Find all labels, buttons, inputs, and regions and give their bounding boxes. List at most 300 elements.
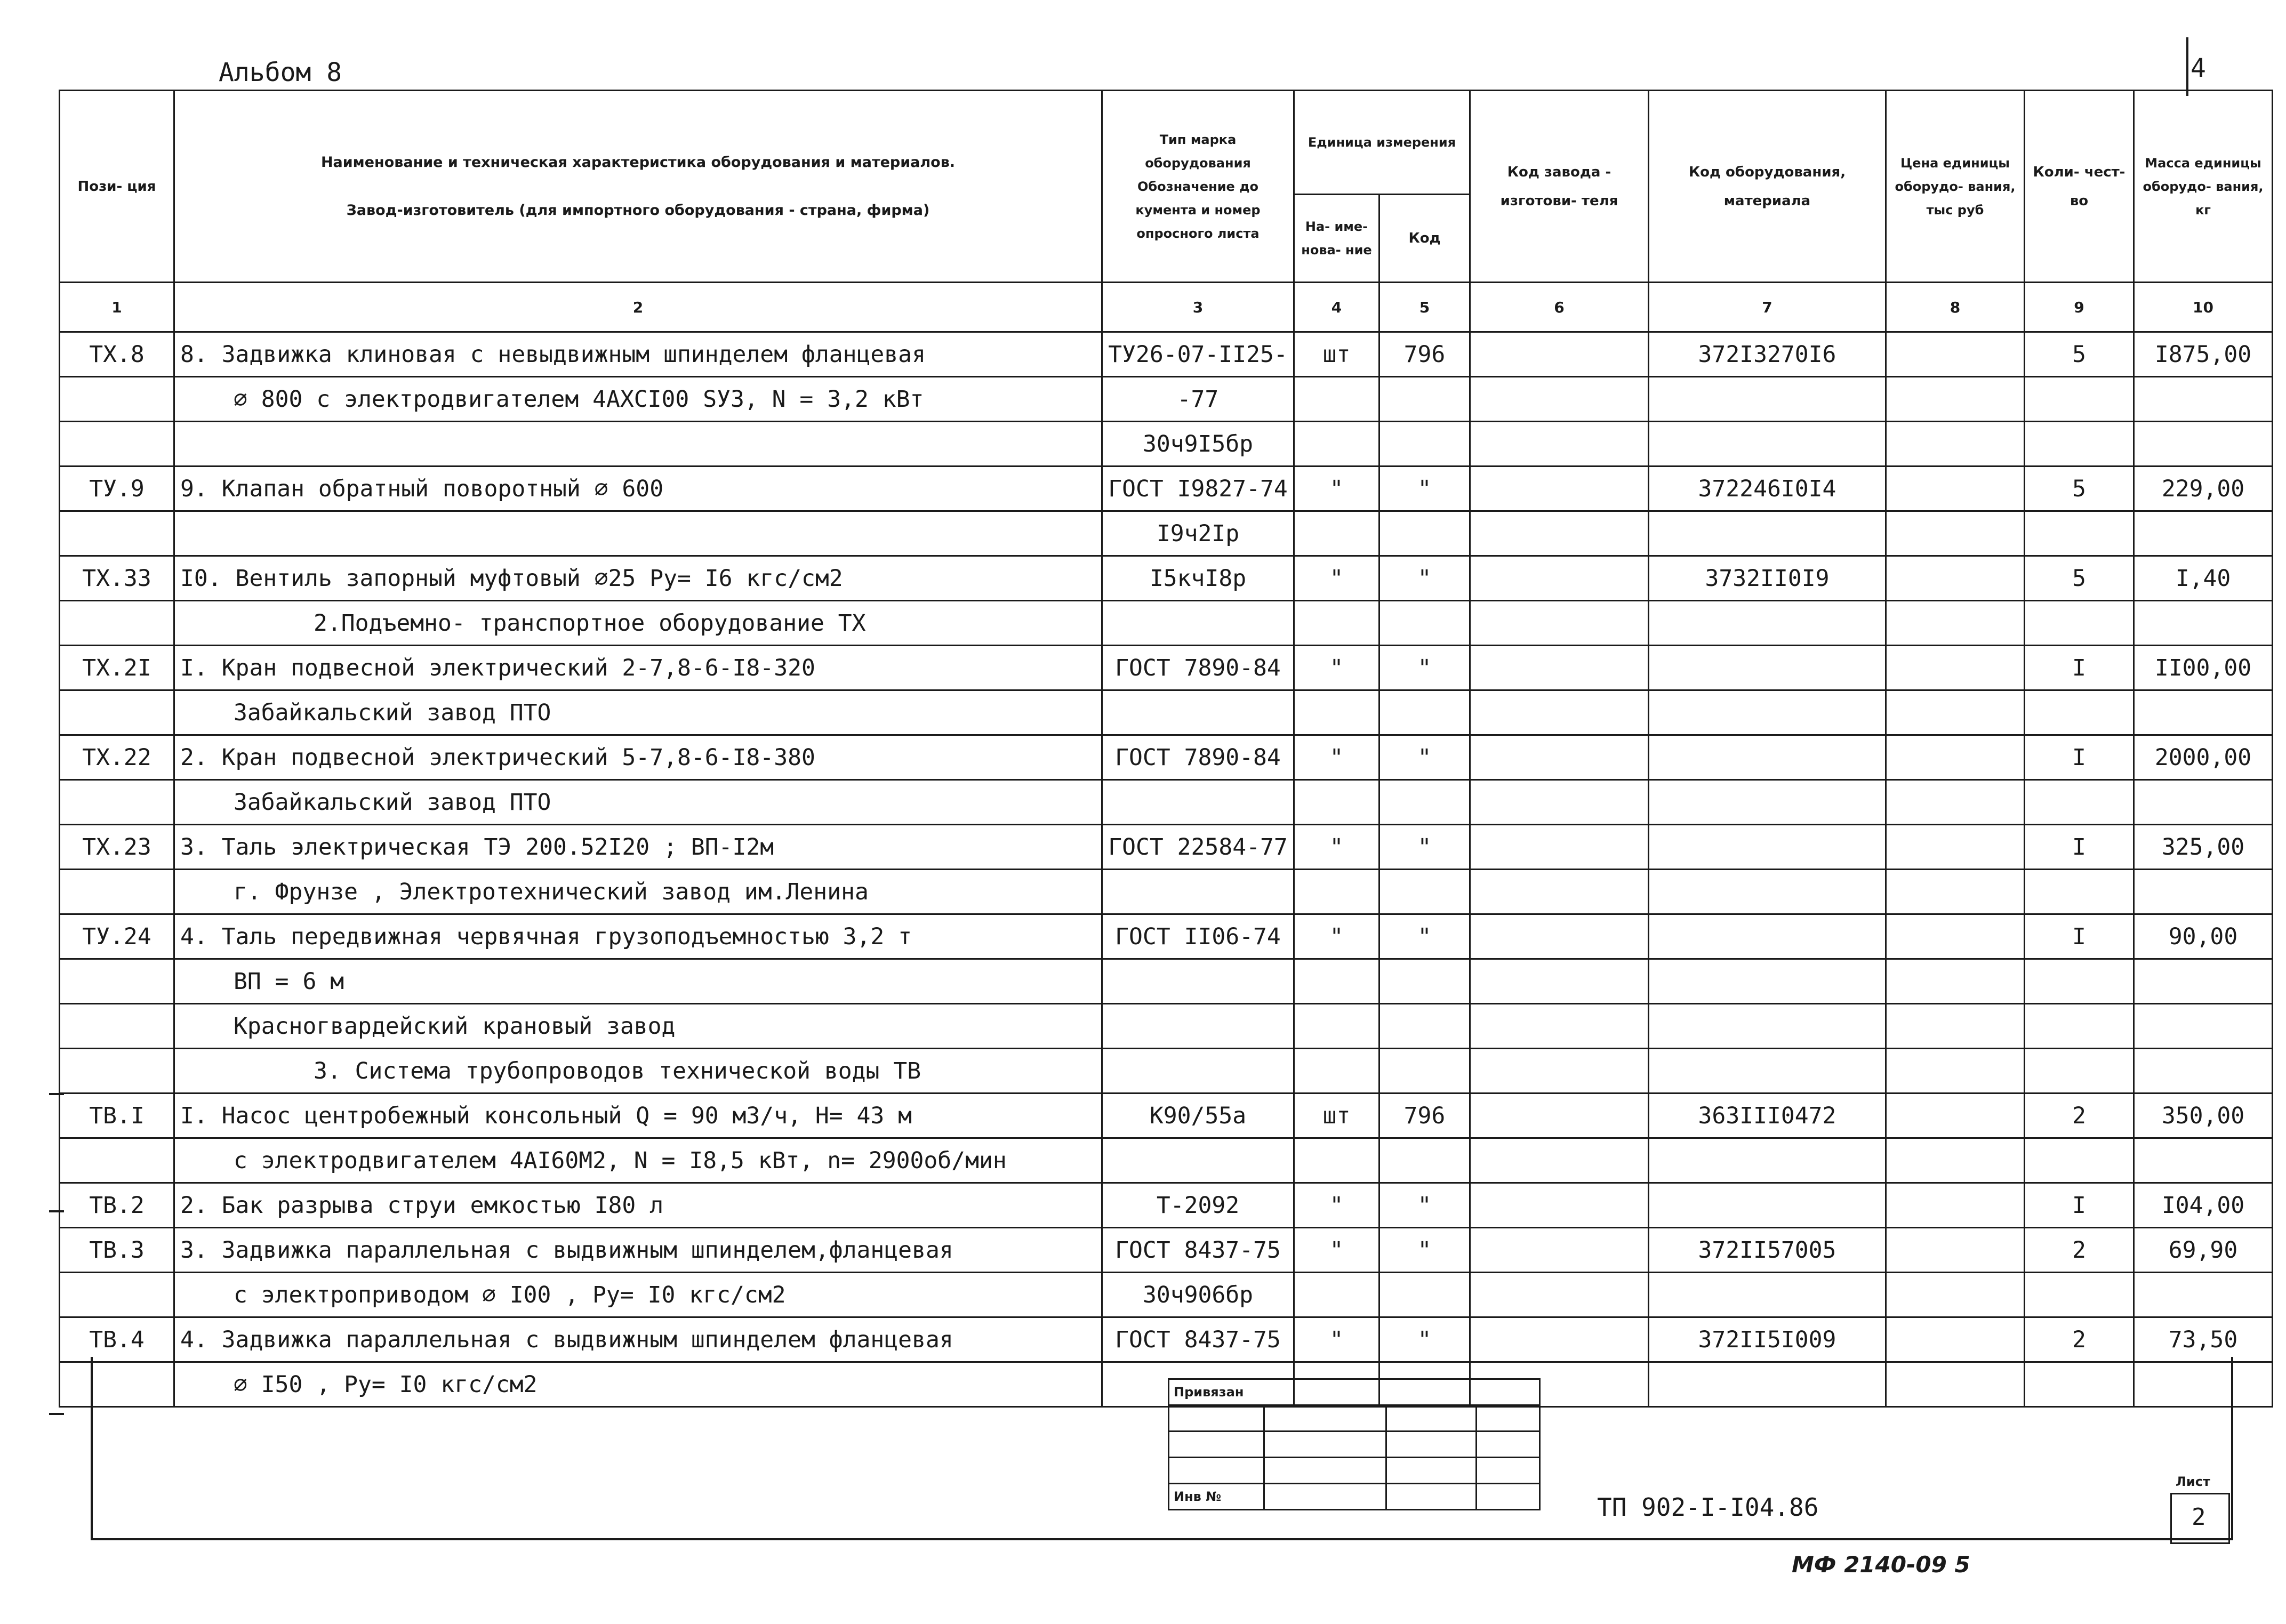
- row-position: [60, 1004, 174, 1049]
- row-name: с электродвигателем 4АI60М2, N = I8,5 кВт, n= 2900об/мин: [174, 1138, 1102, 1183]
- row-position: [60, 690, 174, 735]
- column-numbers-row: [60, 283, 2273, 332]
- row-type: [1102, 1138, 1294, 1183]
- row-position: ТВ.4: [60, 1317, 174, 1362]
- row-mass: I,40: [2134, 556, 2273, 601]
- row-unit-code: ": [1379, 1228, 1470, 1273]
- row-position: [60, 1273, 174, 1317]
- row-name: ⌀ 800 с электродвигателем 4АХСI00 SУЗ, N = 3,2 кВт: [174, 377, 1102, 422]
- row-quantity: [2025, 601, 2134, 646]
- table-row: [60, 825, 2273, 870]
- row-name: I. Кран подвесной электрический 2-7,8-6-I8-320: [174, 646, 1102, 690]
- table-row: [60, 332, 2273, 377]
- row-maker-code: [1470, 1049, 1649, 1094]
- row-price: [1886, 1094, 2025, 1138]
- stamp-cell: [1264, 1458, 1386, 1484]
- row-unit-code: [1379, 601, 1470, 646]
- row-type: ГОСТ 7890-84: [1102, 646, 1294, 690]
- header-unit-code: Код: [1379, 195, 1470, 283]
- row-name: Красногвардейский крановый завод: [174, 1004, 1102, 1049]
- row-unit: ": [1294, 467, 1379, 511]
- row-mass: [2134, 870, 2273, 914]
- row-type: [1102, 690, 1294, 735]
- row-equipment-code: [1649, 1004, 1886, 1049]
- document-code: ТП 902-I-I04.86: [1597, 1493, 1819, 1522]
- sheet-number: 2: [2192, 1504, 2206, 1531]
- row-equipment-code: [1649, 870, 1886, 914]
- row-position: [60, 511, 174, 556]
- table-row: [60, 1273, 2273, 1317]
- table-row: [60, 467, 2273, 511]
- row-name: 3. Задвижка параллельная с выдвижным шпинделем,фланцевая: [174, 1228, 1102, 1273]
- row-quantity: I: [2025, 914, 2134, 959]
- row-unit-code: ": [1379, 1183, 1470, 1228]
- row-unit: ": [1294, 825, 1379, 870]
- row-quantity: [2025, 1138, 2134, 1183]
- row-mass: 2000,00: [2134, 735, 2273, 780]
- row-mass: [2134, 1273, 2273, 1317]
- row-maker-code: [1470, 870, 1649, 914]
- row-quantity: I: [2025, 825, 2134, 870]
- row-unit: [1294, 511, 1379, 556]
- header-name-line2: Завод-изготовитель (для импортного оборудования - страна, фирма): [346, 202, 930, 219]
- row-maker-code: [1470, 1273, 1649, 1317]
- stamp-cell: [1477, 1432, 1540, 1458]
- row-mass: II00,00: [2134, 646, 2273, 690]
- row-mass: I875,00: [2134, 332, 2273, 377]
- row-name: 8. Задвижка клиновая с невыдвижным шпинделем фланцевая: [174, 332, 1102, 377]
- row-equipment-code: [1649, 825, 1886, 870]
- stamp-cell: [1264, 1484, 1386, 1510]
- row-position: ТВ.I: [60, 1094, 174, 1138]
- row-unit: [1294, 959, 1379, 1004]
- row-unit: ": [1294, 914, 1379, 959]
- row-quantity: I: [2025, 1183, 2134, 1228]
- row-type: [1102, 780, 1294, 825]
- row-maker-code: [1470, 422, 1649, 467]
- row-maker-code: [1470, 825, 1649, 870]
- row-type: [1102, 870, 1294, 914]
- row-unit-code: [1379, 1138, 1470, 1183]
- row-position: ТХ.23: [60, 825, 174, 870]
- row-quantity: 5: [2025, 332, 2134, 377]
- row-name: 2.Подъемно- транспортное оборудование ТХ: [174, 601, 1102, 646]
- row-mass: 350,00: [2134, 1094, 2273, 1138]
- row-price: [1886, 1138, 2025, 1183]
- row-name: [174, 422, 1102, 467]
- row-price: [1886, 646, 2025, 690]
- row-position: [60, 870, 174, 914]
- row-name: I0. Вентиль запорный муфтовый ⌀25 Ру= I6 кгс/см2: [174, 556, 1102, 601]
- row-maker-code: [1470, 1004, 1649, 1049]
- row-maker-code: [1470, 1094, 1649, 1138]
- row-type: К90/55а: [1102, 1094, 1294, 1138]
- row-equipment-code: [1649, 601, 1886, 646]
- stamp-cell: [1477, 1405, 1540, 1432]
- row-mass: 69,90: [2134, 1228, 2273, 1273]
- binding-stamp: [1168, 1378, 1541, 1510]
- row-position: ТХ.33: [60, 556, 174, 601]
- table-row: [60, 422, 2273, 467]
- row-name: 9. Клапан обратный поворотный ⌀ 600: [174, 467, 1102, 511]
- row-maker-code: [1470, 646, 1649, 690]
- row-name: 4. Задвижка параллельная с выдвижным шпинделем фланцевая: [174, 1317, 1102, 1362]
- table-row: [60, 646, 2273, 690]
- row-maker-code: [1470, 511, 1649, 556]
- row-equipment-code: [1649, 1138, 1886, 1183]
- table-row: [60, 377, 2273, 422]
- row-maker-code: [1470, 1317, 1649, 1362]
- row-unit: ": [1294, 646, 1379, 690]
- row-equipment-code: 372II5I009: [1649, 1317, 1886, 1362]
- column-number: 2: [174, 283, 1102, 332]
- row-unit-code: [1379, 780, 1470, 825]
- stamp-inv-label: Инв №: [1169, 1484, 1264, 1510]
- row-maker-code: [1470, 556, 1649, 601]
- stamp-cell: [1386, 1484, 1477, 1510]
- row-type: I9ч2Iр: [1102, 511, 1294, 556]
- row-position: [60, 422, 174, 467]
- row-unit: шт: [1294, 332, 1379, 377]
- row-position: [60, 1049, 174, 1094]
- row-unit-code: ": [1379, 467, 1470, 511]
- row-maker-code: [1470, 1183, 1649, 1228]
- row-unit: [1294, 601, 1379, 646]
- header-quantity: Коли- чест- во: [2025, 91, 2134, 283]
- row-quantity: [2025, 511, 2134, 556]
- row-unit: [1294, 1049, 1379, 1094]
- album-label: Альбом 8: [219, 58, 342, 87]
- row-maker-code: [1470, 601, 1649, 646]
- row-maker-code: [1470, 332, 1649, 377]
- row-unit: [1294, 422, 1379, 467]
- row-quantity: 5: [2025, 467, 2134, 511]
- row-equipment-code: [1649, 690, 1886, 735]
- row-equipment-code: [1649, 1049, 1886, 1094]
- row-equipment-code: [1649, 1183, 1886, 1228]
- row-price: [1886, 601, 2025, 646]
- footer-code: МФ 2140-09 5: [1792, 1551, 1970, 1578]
- row-equipment-code: [1649, 646, 1886, 690]
- row-unit-code: [1379, 1049, 1470, 1094]
- row-unit-code: [1379, 870, 1470, 914]
- row-type: [1102, 1049, 1294, 1094]
- row-price: [1886, 467, 2025, 511]
- row-maker-code: [1470, 959, 1649, 1004]
- table-row: [60, 690, 2273, 735]
- row-maker-code: [1470, 780, 1649, 825]
- row-quantity: 2: [2025, 1094, 2134, 1138]
- row-type: ТУ26-07-II25-: [1102, 332, 1294, 377]
- stamp-cell: [1386, 1405, 1477, 1432]
- header-name-line1: Наименование и техническая характеристика оборудования и материалов.: [320, 154, 956, 171]
- row-name: [174, 511, 1102, 556]
- row-equipment-code: [1649, 959, 1886, 1004]
- row-position: ТВ.3: [60, 1228, 174, 1273]
- row-mass: I04,00: [2134, 1183, 2273, 1228]
- row-mass: [2134, 690, 2273, 735]
- header-equip-code: Код оборудования, материала: [1649, 91, 1886, 283]
- table-row: [60, 1228, 2273, 1273]
- row-type: ГОСТ 8437-75: [1102, 1317, 1294, 1362]
- row-price: [1886, 377, 2025, 422]
- table-row: [60, 1183, 2273, 1228]
- row-price: [1886, 1273, 2025, 1317]
- row-mass: [2134, 601, 2273, 646]
- table-row: [60, 914, 2273, 959]
- row-equipment-code: [1649, 780, 1886, 825]
- row-price: [1886, 1183, 2025, 1228]
- row-name: с электроприводом ⌀ I00 , Ру= I0 кгс/см2: [174, 1273, 1102, 1317]
- row-maker-code: [1470, 467, 1649, 511]
- row-equipment-code: [1649, 1273, 1886, 1317]
- row-mass: [2134, 1049, 2273, 1094]
- row-price: [1886, 511, 2025, 556]
- row-position: ТХ.22: [60, 735, 174, 780]
- row-unit-code: [1379, 377, 1470, 422]
- row-equipment-code: [1649, 511, 1886, 556]
- row-price: [1886, 1228, 2025, 1273]
- row-unit-code: ": [1379, 914, 1470, 959]
- row-maker-code: [1470, 1138, 1649, 1183]
- row-price: [1886, 422, 2025, 467]
- row-type: I5кчI8р: [1102, 556, 1294, 601]
- row-type: ГОСТ 8437-75: [1102, 1228, 1294, 1273]
- column-number: 9: [2025, 283, 2134, 332]
- row-unit: [1294, 377, 1379, 422]
- row-position: [60, 959, 174, 1004]
- row-unit-code: ": [1379, 556, 1470, 601]
- margin-tick: [49, 1210, 64, 1212]
- stamp-cell: [1477, 1484, 1540, 1510]
- row-maker-code: [1470, 735, 1649, 780]
- row-name: 2. Бак разрыва струи емкостью I80 л: [174, 1183, 1102, 1228]
- row-unit-code: 796: [1379, 1094, 1470, 1138]
- row-price: [1886, 690, 2025, 735]
- row-unit-code: [1379, 959, 1470, 1004]
- row-quantity: [2025, 1004, 2134, 1049]
- table-row: [60, 1004, 2273, 1049]
- row-unit: [1294, 690, 1379, 735]
- sheet-label: Лист: [2176, 1474, 2210, 1489]
- row-name: 3. Таль электрическая ТЭ 200.52I20 ; ВП-I2м: [174, 825, 1102, 870]
- row-type: -77: [1102, 377, 1294, 422]
- row-quantity: [2025, 959, 2134, 1004]
- row-quantity: 2: [2025, 1228, 2134, 1273]
- row-type: ГОСТ 7890-84: [1102, 735, 1294, 780]
- row-mass: [2134, 377, 2273, 422]
- column-number: 4: [1294, 283, 1379, 332]
- row-name: 2. Кран подвесной электрический 5-7,8-6-I8-380: [174, 735, 1102, 780]
- row-position: ТХ.2I: [60, 646, 174, 690]
- row-mass: [2134, 1138, 2273, 1183]
- table-row: [60, 601, 2273, 646]
- specification-table: [59, 90, 2273, 1408]
- row-type: ГОСТ I9827-74: [1102, 467, 1294, 511]
- table-row: [60, 870, 2273, 914]
- row-type: ГОСТ II06-74: [1102, 914, 1294, 959]
- row-maker-code: [1470, 914, 1649, 959]
- row-quantity: [2025, 870, 2134, 914]
- header-price: Цена единицы оборудо- вания, тыс руб: [1886, 91, 2025, 283]
- row-mass: [2134, 780, 2273, 825]
- row-type: [1102, 959, 1294, 1004]
- row-unit: шт: [1294, 1094, 1379, 1138]
- row-name: I. Насос центробежный консольный Q = 90 м3/ч, H= 43 м: [174, 1094, 1102, 1138]
- stamp-cell: [1169, 1405, 1264, 1432]
- row-unit: [1294, 1004, 1379, 1049]
- row-unit-code: 796: [1379, 332, 1470, 377]
- table-row: [60, 959, 2273, 1004]
- row-mass: [2134, 511, 2273, 556]
- row-price: [1886, 870, 2025, 914]
- row-unit: [1294, 870, 1379, 914]
- row-mass: [2134, 422, 2273, 467]
- row-price: [1886, 1049, 2025, 1094]
- row-name: 4. Таль передвижная червячная грузоподъемностью 3,2 т: [174, 914, 1102, 959]
- table-row: [60, 1094, 2273, 1138]
- row-position: ТУ.24: [60, 914, 174, 959]
- margin-tick: [49, 1093, 64, 1095]
- row-price: [1886, 825, 2025, 870]
- row-position: [60, 377, 174, 422]
- column-number: 10: [2134, 283, 2273, 332]
- row-unit: ": [1294, 1317, 1379, 1362]
- row-unit: ": [1294, 1228, 1379, 1273]
- row-unit-code: [1379, 1273, 1470, 1317]
- row-mass: [2134, 1004, 2273, 1049]
- stamp-cell: [1386, 1458, 1477, 1484]
- row-price: [1886, 735, 2025, 780]
- row-price: [1886, 959, 2025, 1004]
- stamp-cell: [1264, 1432, 1386, 1458]
- row-position: ТВ.2: [60, 1183, 174, 1228]
- row-equipment-code: [1649, 735, 1886, 780]
- row-position: [60, 601, 174, 646]
- row-equipment-code: 372II57005: [1649, 1228, 1886, 1273]
- table-row: [60, 556, 2273, 601]
- header-name: [174, 91, 1102, 283]
- row-unit: [1294, 780, 1379, 825]
- row-name: 3. Система трубопроводов технической воды ТВ: [174, 1049, 1102, 1094]
- corner-divider: [2186, 37, 2188, 96]
- row-type: [1102, 1004, 1294, 1049]
- row-quantity: 2: [2025, 1317, 2134, 1362]
- table-row: [60, 735, 2273, 780]
- header-unit-group: Единица измерения: [1294, 91, 1470, 195]
- header-maker-code: Код завода - изготови- теля: [1470, 91, 1649, 283]
- row-price: [1886, 914, 2025, 959]
- row-unit: [1294, 1273, 1379, 1317]
- row-price: [1886, 1004, 2025, 1049]
- row-name: г. Фрунзе , Электротехнический завод им.Ленина: [174, 870, 1102, 914]
- table-row: [60, 511, 2273, 556]
- row-unit-code: [1379, 422, 1470, 467]
- row-position: [60, 1138, 174, 1183]
- row-quantity: [2025, 377, 2134, 422]
- row-equipment-code: 372246I0I4: [1649, 467, 1886, 511]
- row-name: Забайкальский завод ПТО: [174, 690, 1102, 735]
- title-block-frame: [91, 1357, 2233, 1540]
- row-unit: ": [1294, 1183, 1379, 1228]
- column-number: 8: [1886, 283, 2025, 332]
- row-unit: [1294, 1138, 1379, 1183]
- row-unit-code: ": [1379, 825, 1470, 870]
- row-maker-code: [1470, 1228, 1649, 1273]
- row-quantity: [2025, 1049, 2134, 1094]
- header-unit-name: На- име- нова- ние: [1294, 195, 1379, 283]
- row-maker-code: [1470, 377, 1649, 422]
- column-number: 5: [1379, 283, 1470, 332]
- stamp-cell: [1169, 1432, 1264, 1458]
- header-position: Пози- ция: [60, 91, 174, 283]
- row-unit-code: ": [1379, 735, 1470, 780]
- row-unit: ": [1294, 556, 1379, 601]
- row-unit-code: ": [1379, 1317, 1470, 1362]
- table-row: [60, 1317, 2273, 1362]
- row-name: Забайкальский завод ПТО: [174, 780, 1102, 825]
- column-number: 6: [1470, 283, 1649, 332]
- row-unit-code: [1379, 690, 1470, 735]
- row-equipment-code: 372I3270I6: [1649, 332, 1886, 377]
- row-type: ГОСТ 22584-77: [1102, 825, 1294, 870]
- row-equipment-code: 3732II0I9: [1649, 556, 1886, 601]
- row-position: ТУ.9: [60, 467, 174, 511]
- row-maker-code: [1470, 690, 1649, 735]
- row-type: [1102, 601, 1294, 646]
- row-mass: [2134, 959, 2273, 1004]
- row-price: [1886, 780, 2025, 825]
- row-equipment-code: 363III0472: [1649, 1094, 1886, 1138]
- row-price: [1886, 332, 2025, 377]
- table-row: [60, 780, 2273, 825]
- page-corner-number: 4: [2191, 53, 2206, 83]
- stamp-cell: [1477, 1458, 1540, 1484]
- table-row: [60, 1049, 2273, 1094]
- row-unit-code: [1379, 511, 1470, 556]
- row-type: 30ч906бр: [1102, 1273, 1294, 1317]
- stamp-bound-label: Привязан: [1169, 1379, 1540, 1405]
- row-price: [1886, 556, 2025, 601]
- row-position: ТХ.8: [60, 332, 174, 377]
- row-equipment-code: [1649, 377, 1886, 422]
- row-quantity: I: [2025, 646, 2134, 690]
- row-position: [60, 780, 174, 825]
- margin-tick: [49, 1413, 64, 1415]
- row-unit: ": [1294, 735, 1379, 780]
- column-number: 3: [1102, 283, 1294, 332]
- row-quantity: [2025, 690, 2134, 735]
- stamp-cell: [1386, 1432, 1477, 1458]
- row-unit-code: ": [1379, 646, 1470, 690]
- row-type: Т-2092: [1102, 1183, 1294, 1228]
- row-quantity: [2025, 780, 2134, 825]
- column-number: 7: [1649, 283, 1886, 332]
- row-mass: 73,50: [2134, 1317, 2273, 1362]
- row-mass: 90,00: [2134, 914, 2273, 959]
- header-mass: Масса единицы оборудо- вания, кг: [2134, 91, 2273, 283]
- row-equipment-code: [1649, 914, 1886, 959]
- row-type: 30ч9I5бр: [1102, 422, 1294, 467]
- row-name: ВП = 6 м: [174, 959, 1102, 1004]
- row-quantity: I: [2025, 735, 2134, 780]
- row-unit-code: [1379, 1004, 1470, 1049]
- header-type: Тип марка оборудования Обозначение до кумента и номер опросного листа: [1102, 91, 1294, 283]
- row-equipment-code: [1649, 422, 1886, 467]
- column-number: 1: [60, 283, 174, 332]
- row-mass: 229,00: [2134, 467, 2273, 511]
- row-name: ⌀ I50 , Ру= I0 кгс/см2: [174, 1362, 1102, 1407]
